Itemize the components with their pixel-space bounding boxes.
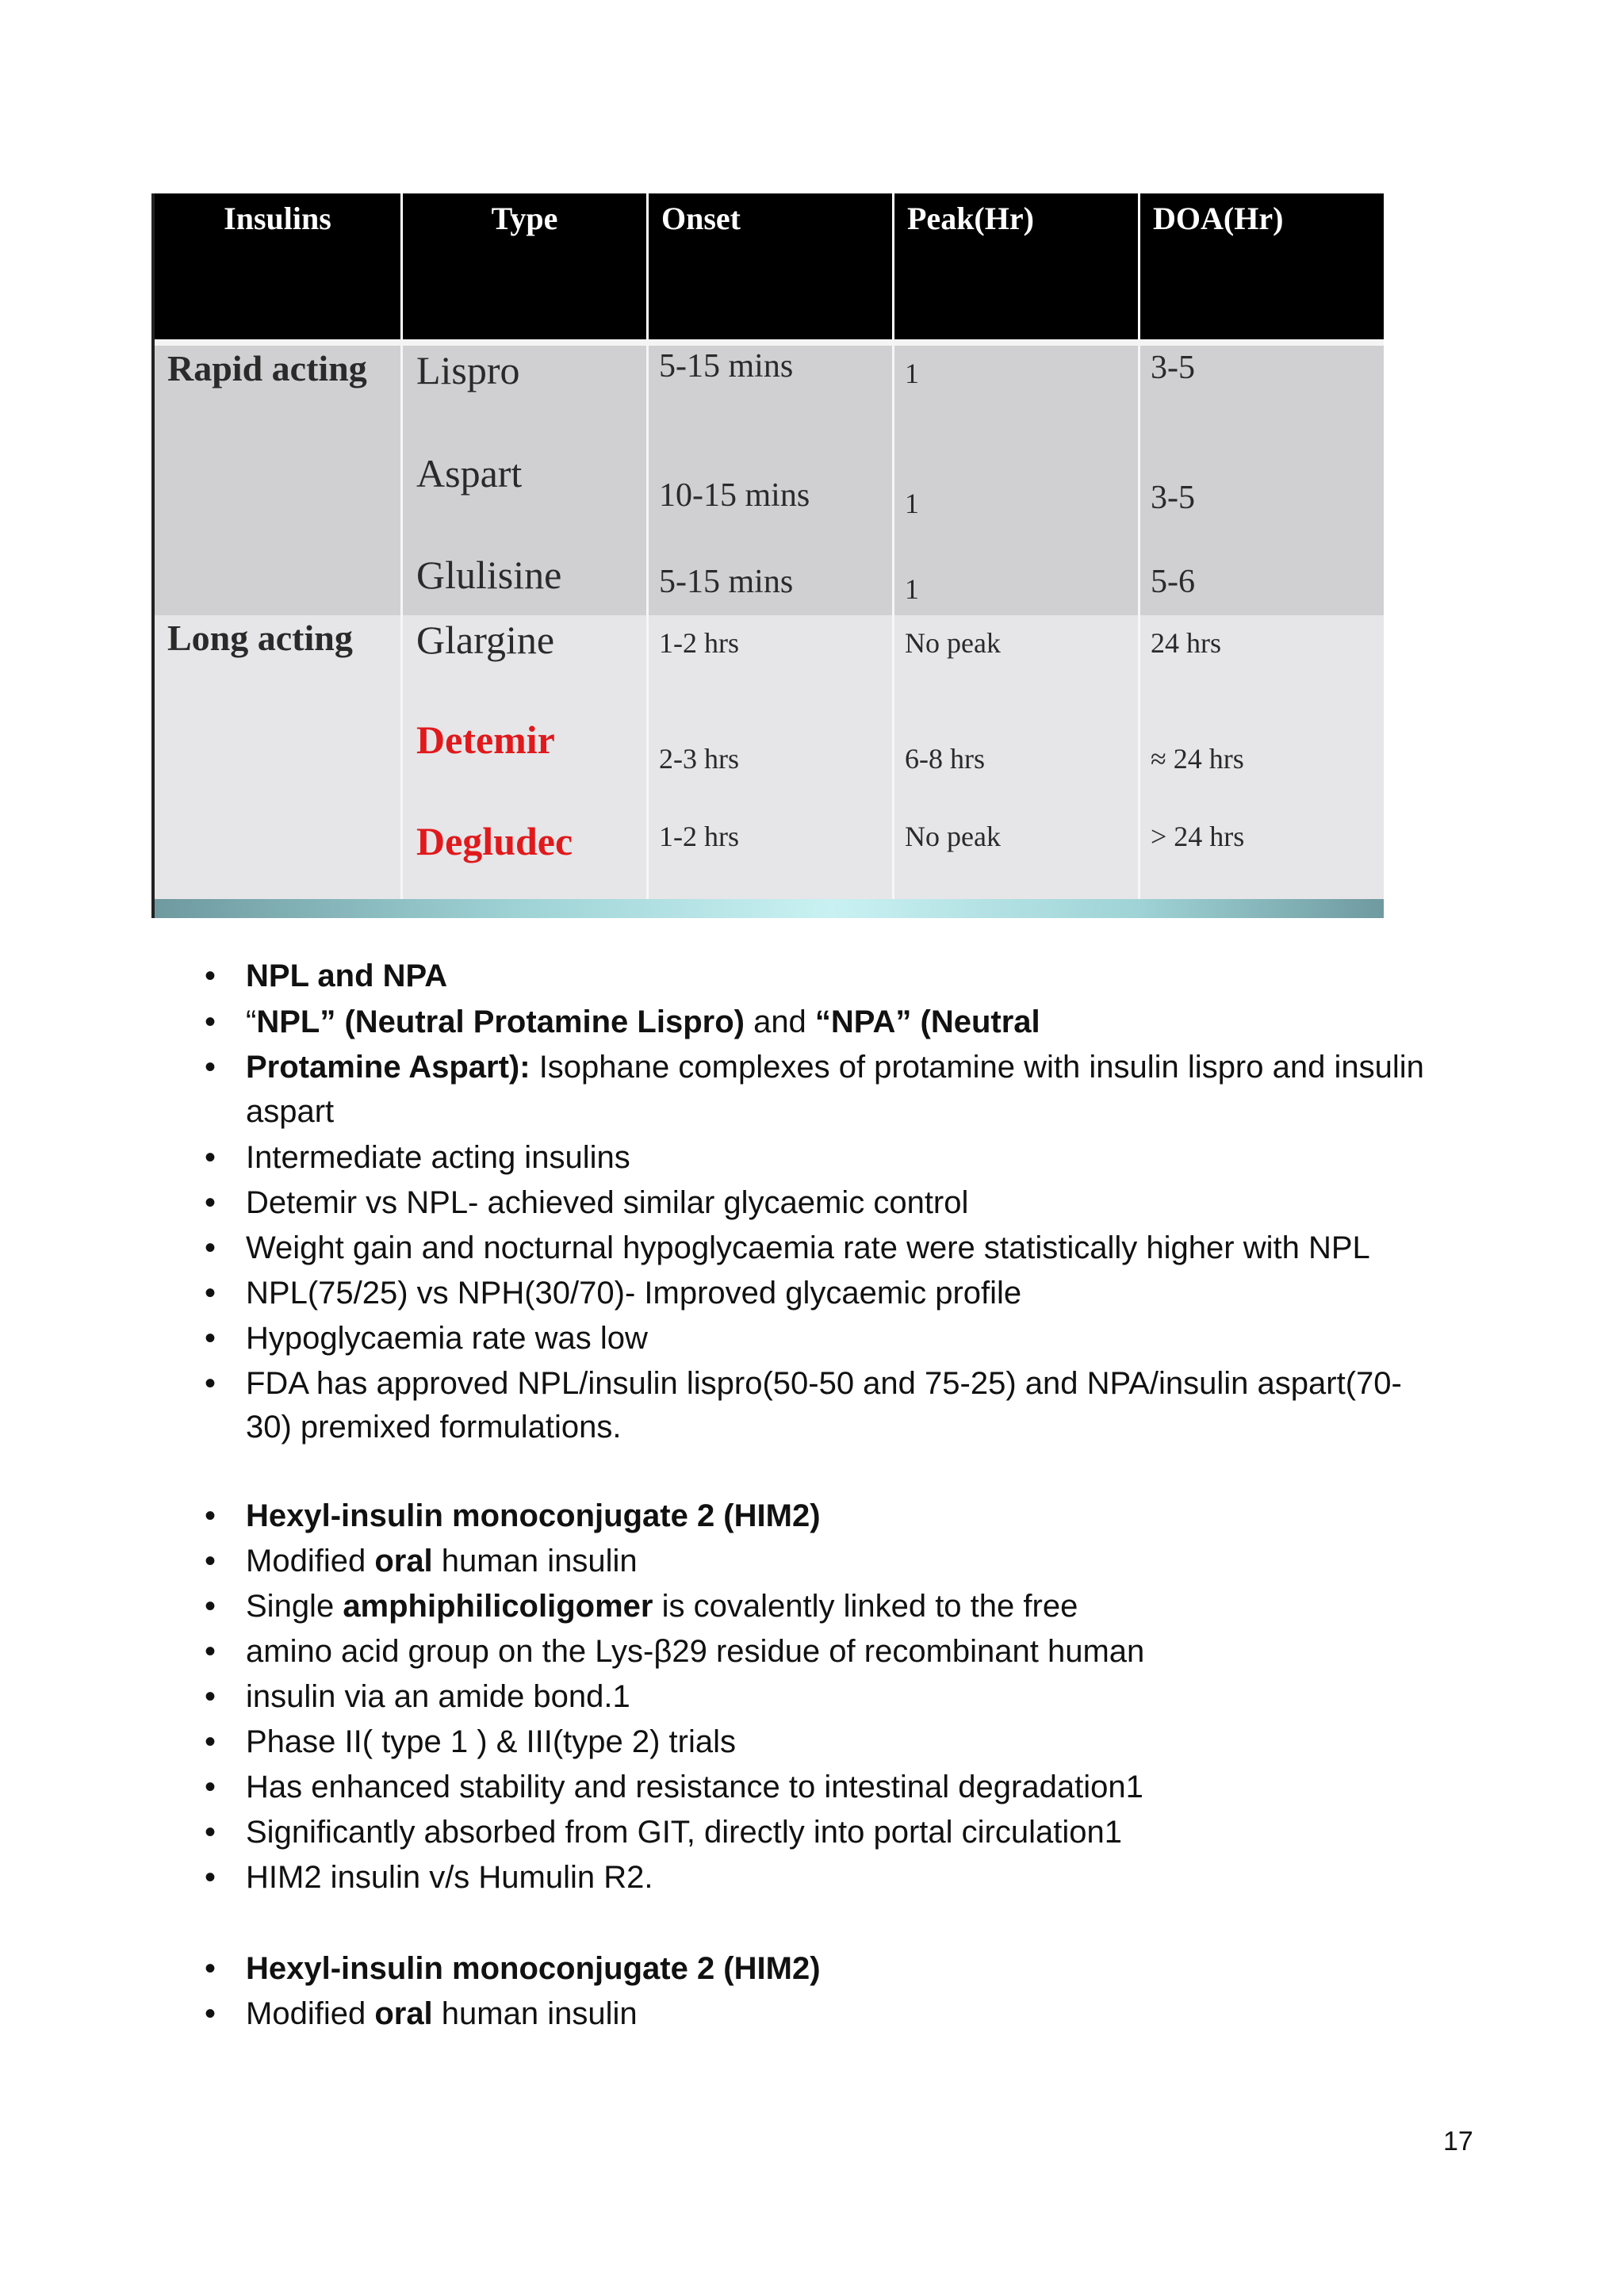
doa-value: 5-6	[1151, 564, 1195, 600]
peak-value: No peak	[905, 627, 1001, 659]
column-divider	[400, 615, 403, 899]
bullet-text-bold: NPL” (Neutral Protamine Lispro)	[256, 1004, 745, 1039]
column-divider	[646, 346, 649, 615]
column-divider	[1138, 346, 1140, 615]
column-divider	[646, 615, 649, 899]
bullet-text: HIM2 insulin v/s Humulin R2.	[246, 1860, 653, 1895]
bullet-text: NPL(75/25) vs NPH(30/70)- Improved glycaemic profile	[246, 1276, 1022, 1311]
bullet-icon: •	[204, 1770, 216, 1804]
bullet-text: Has enhanced stability and resistance to intestinal degradation1	[246, 1770, 1143, 1804]
list-item	[204, 1494, 1483, 1538]
list-item	[204, 1135, 1483, 1180]
list-item	[204, 1000, 1483, 1044]
bullet-icon: •	[204, 1860, 216, 1895]
group-label: Rapid acting	[167, 348, 367, 388]
onset-value: 2-3 hrs	[659, 743, 739, 775]
list-item	[204, 1855, 1483, 1900]
bullet-continuation: aspart	[246, 1094, 335, 1129]
bullet-icon: •	[204, 1004, 216, 1039]
doa-value: ≈ 24 hrs	[1151, 743, 1244, 775]
header-insulins: Insulins	[224, 201, 331, 236]
list-item	[204, 1992, 1483, 2036]
bullet-icon: •	[204, 1679, 216, 1714]
list-item	[204, 1271, 1483, 1315]
bullet-text: “	[246, 1004, 257, 1039]
list-item	[204, 1720, 1483, 1764]
bullet-icon: •	[204, 959, 216, 993]
bullet-text: human insulin	[432, 1544, 638, 1578]
page-number: 17	[1443, 2126, 1473, 2156]
bullet-text-bold: amphiphilicoligomer	[343, 1589, 653, 1624]
list-item	[204, 1181, 1483, 1225]
header-divider	[155, 339, 1384, 346]
bullet-text: human insulin	[432, 1996, 638, 2031]
bullet-text-bold: oral	[374, 1544, 433, 1578]
table-footer-bar	[155, 899, 1384, 918]
bullet-icon: •	[204, 1321, 216, 1356]
list-item	[204, 1810, 1483, 1854]
bullet-text: Modified	[246, 1544, 375, 1578]
header-doa: DOA(Hr)	[1138, 193, 1384, 339]
peak-value: No peak	[905, 821, 1001, 852]
bullet-text: is covalently linked to the free	[653, 1589, 1078, 1624]
onset-value: 10-15 mins	[659, 477, 810, 514]
bullet-text: insulin via an amide bond.1	[246, 1679, 630, 1714]
bullet-icon: •	[204, 1544, 216, 1578]
table-header	[155, 193, 1384, 339]
bullet-text: Weight gain and nocturnal hypoglycaemia rate were statistically higher with NPL	[246, 1230, 1370, 1265]
peak-value: 6-8 hrs	[905, 743, 985, 775]
bullet-icon: •	[204, 1815, 216, 1850]
list-item	[204, 1946, 1483, 1991]
group-rapid-acting	[155, 346, 1384, 615]
bullet-icon: •	[204, 1050, 216, 1085]
list-item	[204, 1629, 1483, 1674]
bullet-icon: •	[204, 1996, 216, 2031]
list-item	[204, 1316, 1483, 1360]
bullet-text-bold: “NPA” (Neutral	[814, 1004, 1040, 1039]
bullet-text: Modified	[246, 1996, 375, 2031]
insulin-type: Lispro	[416, 348, 520, 392]
bullet-text: Isophane complexes of protamine with insulin lispro and insulin	[530, 1050, 1424, 1085]
bullet-text: Significantly absorbed from GIT, directly into portal circulation1	[246, 1815, 1122, 1850]
insulin-type: Glulisine	[416, 553, 562, 597]
header-peak: Peak(Hr)	[892, 193, 1138, 339]
list-item	[204, 1539, 1483, 1583]
doa-value: > 24 hrs	[1151, 821, 1245, 852]
insulin-type-highlighted: Degludec	[416, 819, 573, 863]
peak-value: 1	[905, 488, 919, 519]
bullet-text: FDA has approved NPL/insulin lispro(50-50 and 75-25) and NPA/insulin aspart(70-	[246, 1366, 1402, 1401]
bullet-icon: •	[204, 1724, 216, 1759]
bullet-text: and	[744, 1004, 815, 1039]
peak-value: 1	[905, 358, 919, 389]
bullet-icon: •	[204, 1498, 216, 1533]
bullet-icon: •	[204, 1276, 216, 1311]
bullet-text: Intermediate acting insulins	[246, 1140, 630, 1175]
group-long-acting	[155, 615, 1384, 899]
group-label: Long acting	[167, 618, 353, 658]
bullet-icon: •	[204, 1634, 216, 1669]
list-item	[204, 1584, 1483, 1628]
insulin-comparison-table	[151, 193, 1384, 918]
list-item	[204, 1226, 1483, 1270]
column-divider	[892, 346, 894, 615]
peak-value: 1	[905, 573, 919, 605]
list-item	[204, 1045, 1483, 1089]
bullet-text: amino acid group on the Lys-β29 residue of recombinant human	[246, 1634, 1145, 1669]
onset-value: 5-15 mins	[659, 348, 794, 385]
bullet-text-bold: oral	[374, 1996, 433, 2031]
insulin-type: Aspart	[416, 451, 523, 496]
bullet-icon: •	[204, 1140, 216, 1175]
bullet-icon: •	[204, 1589, 216, 1624]
bullet-text-bold: Protamine Aspart):	[246, 1050, 530, 1085]
bullet-text-bold: Hexyl-insulin monoconjugate 2 (HIM2)	[246, 1951, 821, 1986]
list-item	[204, 1361, 1483, 1406]
bullet-text-bold: Hexyl-insulin monoconjugate 2 (HIM2)	[246, 1498, 821, 1533]
column-divider	[1138, 615, 1140, 899]
column-divider	[400, 346, 403, 615]
bullet-text: Detemir vs NPL- achieved similar glycaemic control	[246, 1185, 969, 1220]
bullet-continuation: 30) premixed formulations.	[246, 1410, 622, 1445]
bullet-icon: •	[204, 1951, 216, 1986]
insulin-type-highlighted: Detemir	[416, 718, 555, 762]
onset-value: 1-2 hrs	[659, 821, 739, 852]
header-type: Type	[400, 193, 646, 339]
list-item	[204, 1674, 1483, 1719]
bullet-text: Phase II( type 1 ) & III(type 2) trials	[246, 1724, 737, 1759]
onset-value: 5-15 mins	[659, 564, 794, 600]
list-item	[204, 954, 1483, 998]
bullet-text: Single	[246, 1589, 343, 1624]
doa-value: 3-5	[1151, 480, 1195, 516]
bullet-text: NPL and NPA	[246, 959, 448, 993]
bullet-icon: •	[204, 1185, 216, 1220]
list-item	[204, 1765, 1483, 1809]
header-onset: Onset	[646, 193, 892, 339]
bullet-icon: •	[204, 1230, 216, 1265]
bullet-text: Hypoglycaemia rate was low	[246, 1321, 648, 1356]
insulin-type: Glargine	[416, 618, 555, 662]
onset-value: 1-2 hrs	[659, 627, 739, 659]
column-divider	[892, 615, 894, 899]
bullet-icon: •	[204, 1366, 216, 1401]
doa-value: 24 hrs	[1151, 627, 1221, 659]
doa-value: 3-5	[1151, 350, 1195, 386]
